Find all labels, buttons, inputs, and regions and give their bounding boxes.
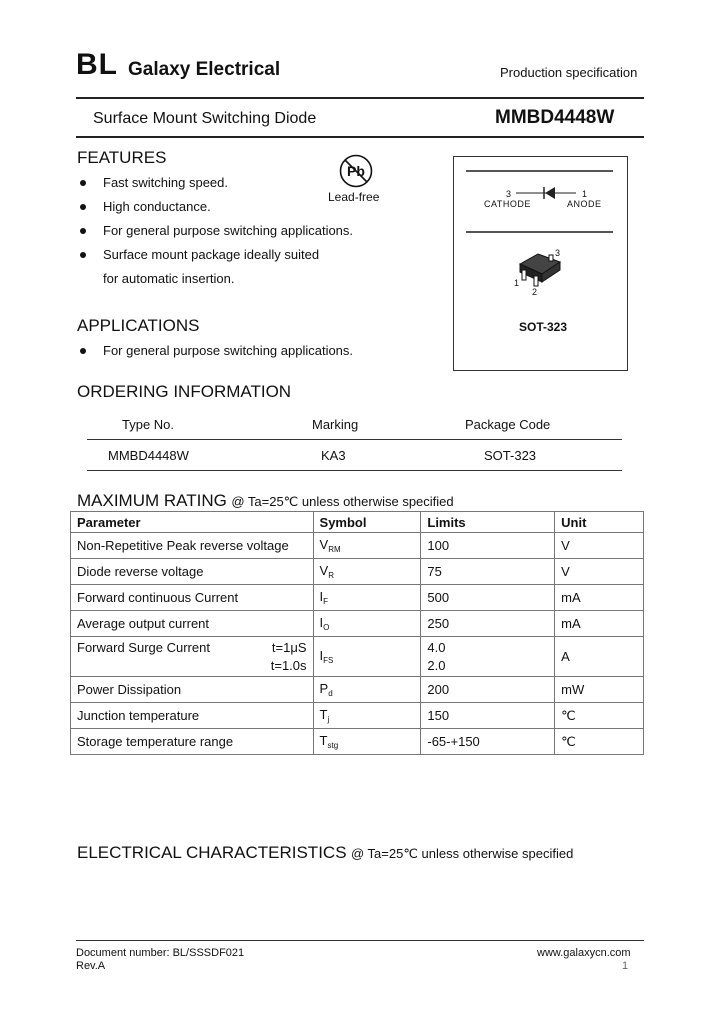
unit-cell: V [555, 533, 644, 559]
diode-symbol-icon [512, 186, 580, 200]
ordering-cell-package: SOT-323 [484, 448, 537, 463]
bullet-icon [80, 204, 86, 210]
symbol-cell: $I_F$ [313, 585, 421, 611]
param-cell: Non-Repetitive Peak reverse voltage [71, 533, 314, 559]
symbol-cell: $V_{RM}$ [313, 533, 421, 559]
revision: Rev.A [76, 960, 106, 972]
limit-cell: 500 [421, 585, 555, 611]
max-rating-title [77, 491, 454, 511]
unit-cell: mA [555, 585, 644, 611]
drawing-pin3-label: 3 [555, 248, 561, 258]
pin1-label: 1 [582, 189, 588, 199]
limit-cell: 200 [421, 677, 555, 703]
bullet-icon [80, 228, 86, 234]
symbol-cell: $T_j$ [313, 703, 421, 729]
ordering-col-marking: Marking [312, 417, 359, 432]
applications-list [77, 339, 377, 363]
ordering-bottom-rule [87, 470, 622, 471]
bullet-icon [80, 252, 86, 258]
table-row [71, 677, 644, 703]
symbol-cell: $P_d$ [313, 677, 421, 703]
bullet-icon [80, 348, 86, 354]
list-item-continuation: for automatic insertion. [103, 271, 235, 286]
pinout-bottom-rule [466, 231, 613, 233]
sot323-package-icon [510, 246, 576, 298]
col-limits: Limits [421, 512, 555, 533]
electrical-heading: ELECTRICAL CHARACTERISTICS [77, 843, 347, 862]
website-link[interactable]: www.galaxycn.com [537, 947, 631, 959]
lead-free-label: Lead-free [328, 190, 380, 204]
list-item: High conductance. [77, 195, 377, 219]
param-cell: Diode reverse voltage [71, 559, 314, 585]
ordering-cell-marking: KA3 [321, 448, 346, 463]
pin3-label: 3 [506, 189, 512, 199]
unit-cell: ℃ [555, 729, 644, 755]
limit-cell: -65-+150 [421, 729, 555, 755]
ordering-col-package: Package Code [465, 417, 551, 432]
electrical-title [77, 843, 573, 863]
param-cell: Power Dissipation [71, 677, 314, 703]
brand-abbrev: BL [76, 48, 118, 81]
table-row [71, 559, 644, 585]
symbol-cell: $T_{stg}$ [313, 729, 421, 755]
unit-cell: ℃ [555, 703, 644, 729]
applications-heading: APPLICATIONS [77, 316, 200, 335]
pinout-top-rule [466, 170, 613, 172]
document-subtitle: Surface Mount Switching Diode [93, 110, 317, 127]
header-divider [76, 97, 644, 99]
subtitle-divider [76, 136, 644, 138]
lead-free-icon [338, 153, 374, 189]
param-cell: Forward Surge Current t=1μS t=1.0s [71, 637, 314, 677]
limit-cell: 75 [421, 559, 555, 585]
col-symbol: Symbol [313, 512, 421, 533]
symbol-cell: $I_O$ [313, 611, 421, 637]
ordering-cell-type: MMBD4448W [108, 448, 189, 463]
package-name: SOT-323 [519, 320, 568, 334]
features-list [77, 171, 380, 291]
anode-label: ANODE [567, 199, 602, 209]
ordering-header-rule [87, 439, 622, 440]
unit-cell: V [555, 559, 644, 585]
max-rating-table [70, 511, 644, 755]
document-number: Document number: BL/SSSDF021 [76, 947, 245, 959]
cathode-label: CATHODE [484, 199, 531, 209]
part-number: MMBD4448W [495, 107, 615, 128]
list-item: Fast switching speed. [77, 171, 377, 195]
ordering-col-type: Type No. [122, 417, 175, 432]
param-cell: Storage temperature range [71, 729, 314, 755]
bullet-icon [80, 180, 86, 186]
table-header-row [71, 512, 644, 533]
features-heading: FEATURES [77, 148, 167, 167]
table-row [71, 533, 644, 559]
table-row [71, 703, 644, 729]
col-parameter: Parameter [71, 512, 314, 533]
table-row [71, 585, 644, 611]
drawing-pin1-label: 1 [514, 278, 520, 288]
unit-cell: mW [555, 677, 644, 703]
unit-cell: mA [555, 611, 644, 637]
footer-divider [76, 940, 644, 941]
list-item: Surface mount package ideally suited [77, 243, 377, 267]
lead-free-icon-text: Pb [347, 163, 365, 179]
param-cell: Average output current [71, 611, 314, 637]
max-rating-condition: @ Ta=25℃ unless otherwise specified [231, 494, 454, 509]
param-cell: Forward continuous Current [71, 585, 314, 611]
list-item: For general purpose switching applications. [77, 339, 377, 363]
list-item: For general purpose switching applications. [77, 219, 377, 243]
limit-cell: 250 [421, 611, 555, 637]
col-unit: Unit [555, 512, 644, 533]
limit-cell: 100 [421, 533, 555, 559]
symbol-cell: $I_{FS}$ [313, 637, 421, 677]
ordering-heading: ORDERING INFORMATION [77, 382, 292, 401]
drawing-pin2-label: 2 [532, 287, 538, 297]
electrical-condition: @ Ta=25℃ unless otherwise specified [350, 846, 574, 861]
unit-cell: A [555, 637, 644, 677]
max-rating-heading: MAXIMUM RATING [77, 491, 227, 510]
limit-cell: 4.0 2.0 [421, 637, 555, 677]
limit-cell: 150 [421, 703, 555, 729]
spec-type: Production specification [500, 65, 638, 80]
table-row [71, 637, 644, 677]
table-row [71, 611, 644, 637]
table-row [71, 729, 644, 755]
page-number: 1 [622, 960, 629, 972]
symbol-cell: $V_R$ [313, 559, 421, 585]
param-cell: Junction temperature [71, 703, 314, 729]
brand-name: Galaxy Electrical [128, 59, 281, 80]
